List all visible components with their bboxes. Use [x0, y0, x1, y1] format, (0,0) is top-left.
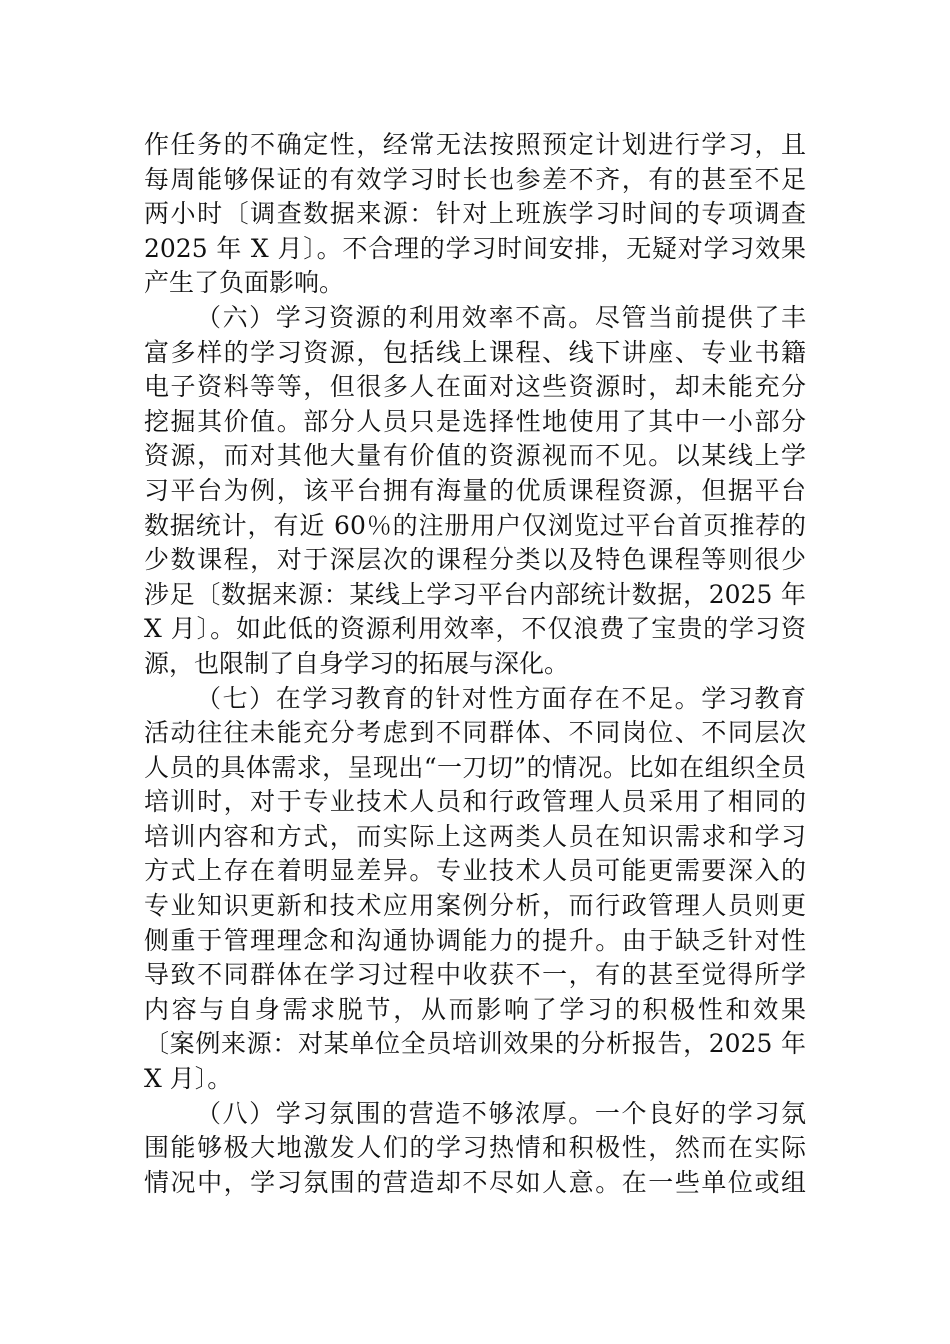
text-line: 资源，而对其他大量有价值的资源视而不见。以某线上学: [144, 441, 806, 471]
text-line: 少数课程，对于深层次的课程分类以及特色课程等则很少: [144, 545, 806, 575]
text-line: X 月〕。如此低的资源利用效率，不仅浪费了宝贵的学习资: [144, 614, 806, 644]
text-line: 数据统计，有近 60％的注册用户仅浏览过平台首页推荐的: [144, 510, 806, 540]
text-line: 导致不同群体在学习过程中收获不一，有的甚至觉得所学: [144, 960, 806, 990]
text-line: X 月〕。: [144, 1064, 233, 1094]
document-page: [144, 128, 806, 1200]
text-line: 内容与自身需求脱节，从而影响了学习的积极性和效果: [144, 994, 806, 1024]
text-line: 挖掘其价值。部分人员只是选择性地使用了其中一小部分: [144, 406, 806, 436]
text-line: 培训时，对于专业技术人员和行政管理人员采用了相同的: [144, 787, 806, 817]
text-line: 围能够极大地激发人们的学习热情和积极性，然而在实际: [144, 1133, 806, 1163]
paragraph-first-line: （七）在学习教育的针对性方面存在不足。学习教育: [196, 683, 806, 713]
text-line: 人员的具体需求，呈现出“一刀切”的情况。比如在组织全员: [144, 752, 806, 782]
text-line: 方式上存在着明显差异。专业技术人员可能更需要深入的: [144, 856, 806, 886]
text-line: 情况中，学习氛围的营造却不尽如人意。在一些单位或组: [144, 1167, 806, 1197]
text-line: 活动往往未能充分考虑到不同群体、不同岗位、不同层次: [144, 718, 806, 748]
text-line: 专业知识更新和技术应用案例分析，而行政管理人员则更: [144, 891, 806, 921]
text-line: 涉足〔数据来源：某线上学习平台内部统计数据，2025 年: [144, 579, 806, 609]
text-line: 〔案例来源：对某单位全员培训效果的分析报告，2025 年: [144, 1029, 806, 1059]
text-line: 每周能够保证的有效学习时长也参差不齐，有的甚至不足: [144, 164, 806, 194]
text-line: 两小时〔调查数据来源：针对上班族学习时间的专项调查: [144, 199, 806, 229]
text-line: 培训内容和方式，而实际上这两类人员在知识需求和学习: [144, 821, 806, 851]
text-line: 2025 年 X 月〕。不合理的学习时间安排，无疑对学习效果: [144, 233, 806, 263]
text-line: 习平台为例，该平台拥有海量的优质课程资源，但据平台: [144, 475, 806, 505]
paragraph-first-line: （六）学习资源的利用效率不高。尽管当前提供了丰: [196, 302, 806, 332]
paragraph-first-line: （八）学习氛围的营造不够浓厚。一个良好的学习氛: [196, 1098, 806, 1128]
text-line: 源，也限制了自身学习的拓展与深化。: [144, 648, 570, 678]
text-line: 产生了负面影响。: [144, 268, 345, 298]
text-line: 电子资料等等，但很多人在面对这些资源时，却未能充分: [144, 372, 806, 402]
text-line: 作任务的不确定性，经常无法按照预定计划进行学习，且: [144, 130, 806, 159]
text-line: 侧重于管理理念和沟通协调能力的提升。由于缺乏针对性: [144, 925, 806, 955]
text-line: 富多样的学习资源，包括线上课程、线下讲座、专业书籍: [144, 337, 806, 367]
document-body-text: [144, 128, 806, 1200]
